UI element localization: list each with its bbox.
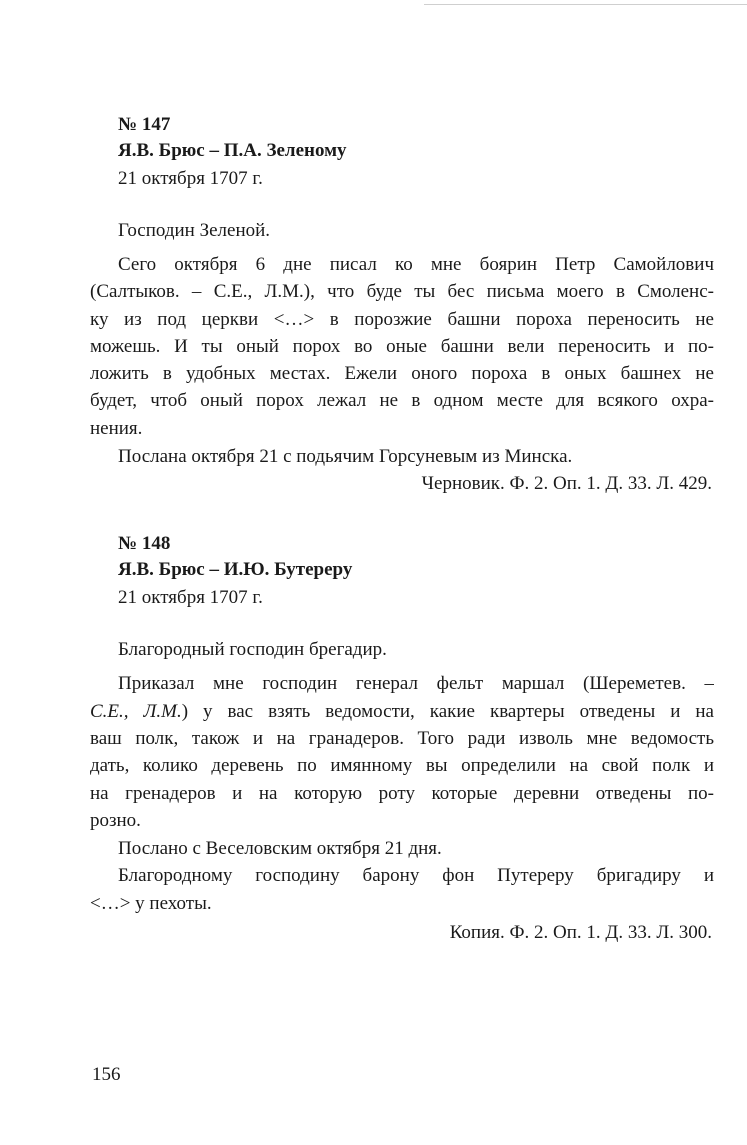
sent-note [118,443,714,470]
body-line: ку из под церкви <…> в порозжие башни пороха переносить не [90,308,714,330]
document-page [90,113,714,947]
body-line: Сего октября 6 дне писал ко мне боярин Петр Самойлович [118,254,714,275]
doc-date: 21 октября 1707 г. [118,587,263,609]
doc-heading: Я.В. Брюс – И.Ю. Бутереру [118,559,353,581]
body-line: ваш полк, також и на гранадеров. Того ради изволь мне ведомость [90,727,714,749]
salutation: Господин Зеленой. [118,220,271,241]
address-line: Благородному господину барону фон Путереру бригадиру и [118,865,714,887]
body-line: можешь. И ты оный порох во оные башни вели переносить и по- [90,335,714,357]
body-line: (Салтыков. – С.Е., Л.М.), что буде ты бес письма моего в Смоленс- [90,281,714,303]
doc-number: № 147 [118,114,171,135]
letter-body [90,670,714,834]
body-line: на гренадеров и на которую роту которые деревни отведены по- [90,782,714,804]
body-line: нения. [90,417,143,439]
body-line: розно. [90,809,141,831]
sent-note-text: Послана октября 21 с подьячим Горсуневым из Минска. [118,446,573,468]
sent-note [118,835,714,862]
body-line-rest: ) у вас взять ведомости, какие квартеры отведены и на [181,700,714,722]
page-number: 156 [92,1064,121,1085]
body-line: Приказал мне господин генерал фельт маршал (Шереметев. – [118,673,714,695]
document-148 [90,532,714,947]
body-line: дать, колико деревень по имянному вы определили на свой полк и [90,755,714,777]
archive-source: Копия. Ф. 2. Оп. 1. Д. 33. Л. 300. [449,922,712,944]
address-line: <…> у пехоты. [90,892,212,914]
body-line: будет, чтоб оный порох лежал не в одном месте для всякого охра- [90,390,714,412]
address-note [90,862,714,917]
editor-initials: С.Е., Л.М. [90,700,182,722]
top-edge-line [424,4,747,5]
archive-source: Черновик. Ф. 2. Оп. 1. Д. 33. Л. 429. [421,473,712,495]
letter-body [90,251,714,442]
salutation: Благородный господин брегадир. [118,639,387,661]
sent-note-text: Послано с Веселовским октября 21 дня. [118,838,442,860]
body-line: ложить в удобных местах. Ежели оного пороха в оных башнех не [90,363,714,385]
doc-heading: Я.В. Брюс – П.А. Зеленому [118,140,347,161]
body-line [90,698,714,725]
doc-date: 21 октября 1707 г. [118,168,263,189]
document-147 [90,113,714,498]
doc-number: № 148 [118,533,171,555]
